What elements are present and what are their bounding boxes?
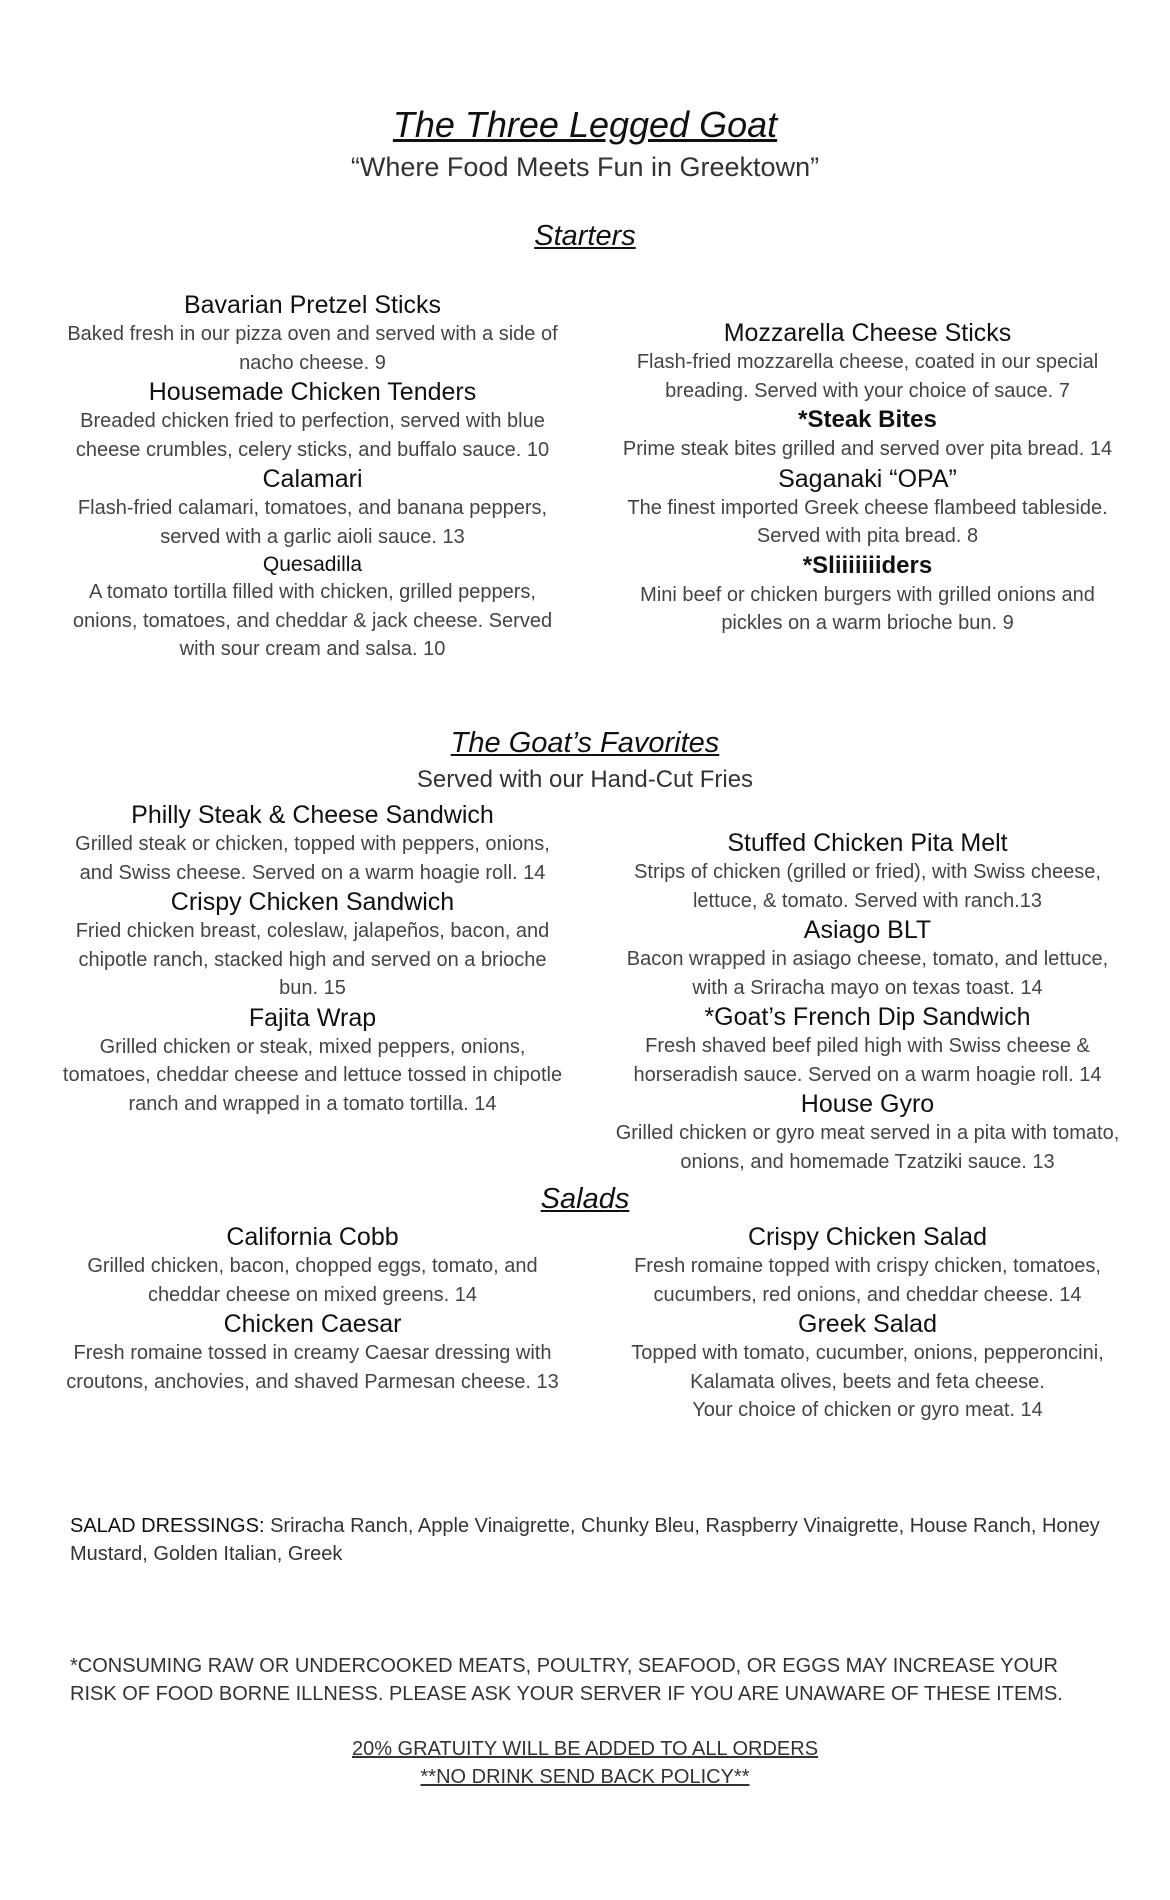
menu-item: [615, 464, 1120, 551]
menu-item: [60, 1222, 565, 1309]
item-name: Fajita Wrap: [248, 1003, 377, 1032]
menu-item: [60, 464, 565, 551]
restaurant-tagline: “Where Food Meets Fun in Greektown”: [350, 152, 820, 182]
item-description: Bacon wrapped in asiago cheese, tomato, and lettuce, with a Sriracha mayo on texas toast. 14: [626, 948, 1109, 999]
menu-item: [615, 1309, 1120, 1425]
item-name: Saganaki “OPA”: [778, 464, 957, 493]
item-description: Strips of chicken (grilled or fried), with Swiss cheese, lettuce, & tomato. Served with ranch.13: [634, 861, 1101, 912]
menu-item: [615, 1089, 1120, 1176]
starters-heading: Starters: [534, 220, 636, 252]
item-name: Crispy Chicken Salad: [748, 1223, 987, 1251]
item-name: *Goat’s French Dip Sandwich: [704, 1003, 1031, 1031]
item-name: Greek Salad: [798, 1310, 937, 1338]
item-description: Fresh romaine tossed in creamy Caesar dressing with croutons, anchovies, and shaved Parmesan cheese. 13: [66, 1342, 559, 1393]
menu-item: [615, 915, 1120, 1002]
item-name: Quesadilla: [262, 553, 363, 576]
item-description: Breaded chicken fried to perfection, served with blue cheese crumbles, celery sticks, and buffalo sauce. 10: [75, 410, 550, 461]
starters-right-column: [615, 318, 1120, 638]
item-description-extra: Your choice of chicken or gyro meat. 14: [692, 1399, 1043, 1421]
item-description: A tomato tortilla filled with chicken, grilled peppers, onions, tomatoes, and cheddar & jack cheese. Served with sour cream and salsa. 10: [72, 581, 553, 660]
item-name: California Cobb: [226, 1223, 399, 1251]
item-description: Flash-fried calamari, tomatoes, and banana peppers, served with a garlic aioli sauce. 13: [77, 497, 548, 548]
favorites-heading: The Goat’s Favorites: [450, 727, 720, 759]
item-description: Fried chicken breast, coleslaw, jalapeños, bacon, and chipotle ranch, stacked high and served on a brioche bun. 15: [75, 920, 550, 999]
menu-item: [60, 800, 565, 887]
item-name: Housemade Chicken Tenders: [148, 378, 477, 406]
item-name: Calamari: [262, 465, 363, 493]
drink-policy-notice: **NO DRINK SEND BACK POLICY**: [420, 1766, 750, 1788]
item-description: Grilled chicken or steak, mixed peppers, onions, tomatoes, cheddar cheese and lettuce tossed in chipotle ranch and wrapped in a tomato tortilla. 14: [62, 1035, 563, 1115]
item-description: Fresh romaine topped with crispy chicken, tomatoes, cucumbers, red onions, and cheddar cheese. 14: [634, 1255, 1101, 1306]
favorites-right-column: [615, 828, 1120, 1176]
menu-item: [615, 318, 1120, 405]
item-description: Fresh shaved beef piled high with Swiss cheese & horseradish sauce. Served on a warm hoagie roll. 14: [633, 1035, 1102, 1086]
salads-heading: Salads: [540, 1183, 630, 1215]
item-name: Chicken Caesar: [223, 1310, 402, 1338]
item-description: Topped with tomato, cucumber, onions, pepperoncini, Kalamata olives, beets and feta cheese.: [631, 1342, 1104, 1393]
item-name: Mozzarella Cheese Sticks: [723, 319, 1012, 347]
favorites-left-column: [60, 800, 565, 1118]
item-name: Crispy Chicken Sandwich: [170, 888, 455, 916]
item-description: The finest imported Greek cheese flambeed tableside. Served with pita bread. 8: [627, 496, 1108, 547]
salads-right-column: [615, 1222, 1120, 1425]
favorites-subheading: Served with our Hand-Cut Fries: [416, 766, 754, 793]
salad-dressings: [70, 1512, 1110, 1568]
menu-item: [615, 828, 1120, 915]
salad-dressings-label: SALAD DRESSINGS:: [70, 1515, 265, 1537]
menu-item: [615, 405, 1120, 464]
menu-item: [60, 290, 565, 377]
menu-item: [60, 1003, 565, 1119]
menu-item: [615, 551, 1120, 638]
item-description: Flash-fried mozzarella cheese, coated in our special breading. Served with your choice of sauce. 7: [636, 351, 1099, 402]
item-description: Grilled steak or chicken, topped with peppers, onions, and Swiss cheese. Served on a warm hoagie roll. 14: [75, 833, 550, 884]
salads-left-column: [60, 1222, 565, 1396]
item-name: Asiago BLT: [803, 916, 932, 944]
menu-item: [60, 377, 565, 464]
starters-left-column: [60, 290, 565, 664]
salad-dressings-list: Sriracha Ranch, Apple Vinaigrette, Chunky Bleu, Raspberry Vinaigrette, House Ranch, Honey Mustard, Golden Italian, Greek: [70, 1515, 1100, 1565]
item-name: Stuffed Chicken Pita Melt: [727, 829, 1008, 857]
item-name: Philly Steak & Cheese Sandwich: [131, 801, 494, 829]
item-name: House Gyro: [800, 1090, 935, 1118]
menu-item: [60, 1309, 565, 1396]
menu-item: [60, 887, 565, 1003]
menu-item: [60, 551, 565, 664]
gratuity-notice: 20% GRATUITY WILL BE ADDED TO ALL ORDERS: [351, 1738, 819, 1760]
item-description: Mini beef or chicken burgers with grilled onions and pickles on a warm brioche bun. 9: [640, 583, 1095, 634]
item-description: Prime steak bites grilled and served over pita bread. 14: [622, 438, 1113, 460]
item-name: *Steak Bites: [798, 406, 937, 433]
menu-item: [615, 1222, 1120, 1309]
item-description: Grilled chicken or gyro meat served in a pita with tomato, onions, and homemade Tzatziki sauce. 13: [615, 1122, 1120, 1173]
menu-item: [615, 1002, 1120, 1089]
item-name: *Sliiiiiiiders: [802, 551, 933, 579]
item-description: Baked fresh in our pizza oven and served with a side of nacho cheese. 9: [67, 323, 558, 374]
item-description: Grilled chicken, bacon, chopped eggs, tomato, and cheddar cheese on mixed greens. 14: [87, 1255, 538, 1306]
item-name: Bavarian Pretzel Sticks: [183, 291, 442, 319]
food-safety-warning: *CONSUMING RAW OR UNDERCOOKED MEATS, POULTRY, SEAFOOD, OR EGGS MAY INCREASE YOUR RISK OF FOOD BORNE ILLNESS. PLEASE ASK YOUR SERVER IF YOU ARE UNAWARE OF THESE ITEMS.: [70, 1655, 1063, 1705]
restaurant-title: The Three Legged Goat: [392, 104, 778, 145]
